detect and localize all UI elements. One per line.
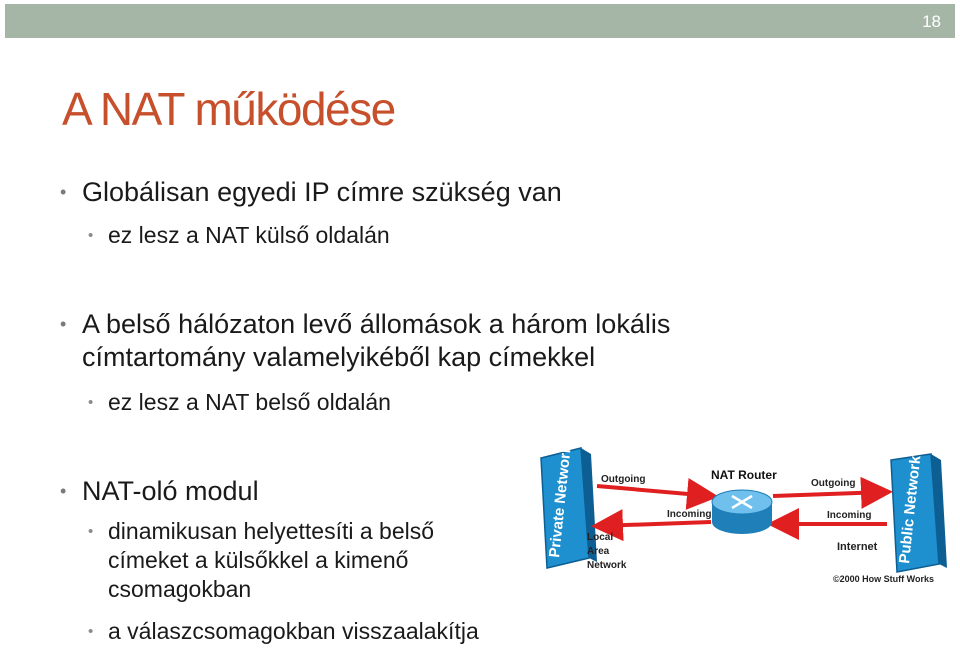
outgoing-right-arrow: [773, 492, 885, 496]
outgoing-left-label: Outgoing: [601, 474, 646, 485]
subbullet-dynamic-replace-line2: címeket a külsőkkel a kimenő: [108, 547, 409, 573]
lan-label-line2: Area: [587, 546, 610, 557]
public-network-block: [891, 454, 947, 572]
outgoing-right-label: Outgoing: [811, 478, 856, 489]
subbullet-outer-side: • ez lesz a NAT külső oldalán: [108, 221, 390, 250]
incoming-right-label: Incoming: [827, 510, 872, 521]
nat-diagram: [535, 440, 955, 590]
nat-router-icon: [712, 490, 772, 534]
bullet-global-ip: • Globálisan egyedi IP címre szükség van: [82, 176, 562, 209]
subbullet-dynamic-replace-line1: dinamikusan helyettesíti a belső: [108, 518, 435, 544]
subbullet-dynamic-replace-line3: csomagokban: [108, 576, 252, 602]
bullet-internal-hosts-line1: A belső hálózaton levő állomások a három lokális: [82, 309, 671, 339]
subbullet-reply-translate: • a válaszcsomagokban visszaalakítja: [108, 617, 479, 646]
internet-label: Internet: [837, 541, 878, 553]
subbullet-dynamic-replace: [108, 517, 434, 604]
private-network-label: Private Network: [546, 443, 575, 559]
public-network-label: Public Network: [896, 454, 925, 565]
outgoing-left-arrow: [597, 486, 711, 496]
subbullet-inner-side: • ez lesz a NAT belső oldalán: [108, 388, 391, 417]
nat-router-label: NAT Router: [711, 468, 777, 482]
header-bar: [5, 4, 955, 38]
lan-label-line3: Network: [587, 560, 627, 571]
copyright-label: ©2000 How Stuff Works: [833, 574, 934, 584]
slide-number: 18: [922, 12, 941, 31]
incoming-left-label: Incoming: [667, 509, 712, 520]
slide-title: A NAT működése: [62, 83, 395, 135]
bullet-internal-hosts-line2: címtartomány valamelyikéből kap címekkel: [82, 342, 596, 372]
incoming-left-arrow: [599, 522, 711, 526]
bullet-internal-hosts: [82, 308, 670, 374]
bullet-nat-module: • NAT-oló modul: [82, 475, 259, 508]
lan-label-line1: Local: [587, 532, 614, 543]
